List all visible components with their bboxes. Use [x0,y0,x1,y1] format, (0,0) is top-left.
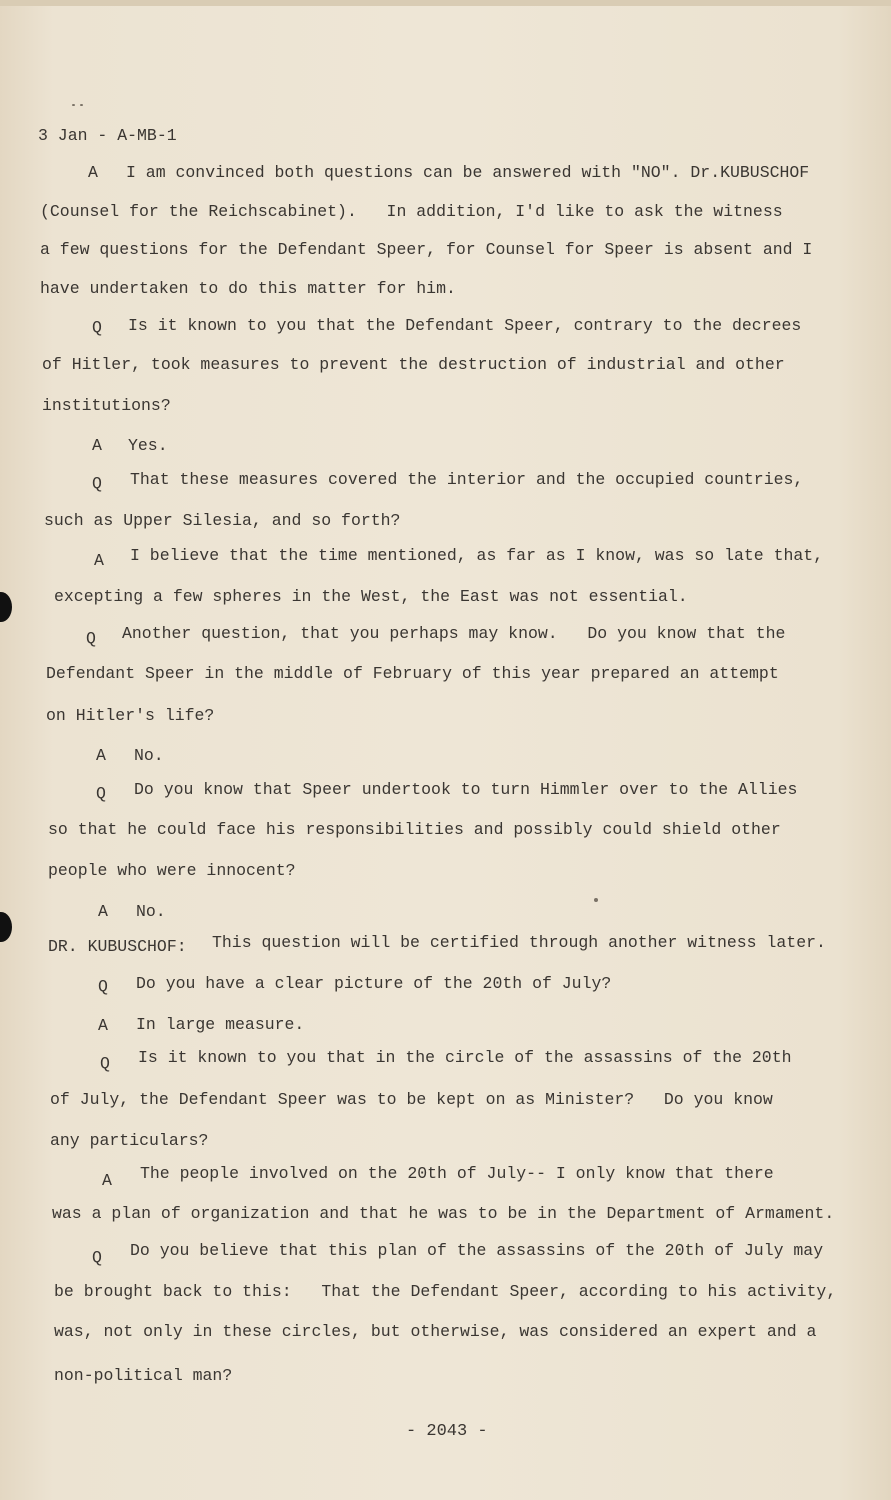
text-line: people who were innocent? [48,861,296,880]
text-line: be brought back to this: That the Defendant Speer, according to his activity, [54,1282,837,1301]
text-line: Yes. [128,436,168,455]
punch-hole [0,592,12,622]
text-line: was a plan of organization and that he was to be in the Department of Armament. [52,1204,835,1223]
speaker-label: DR. KUBUSCHOF: [48,937,187,956]
text-line: Do you have a clear picture of the 20th of July? [136,974,612,993]
text-line: of Hitler, took measures to prevent the destruction of industrial and other [42,355,785,374]
text-line: Is it known to you that the Defendant Speer, contrary to the decrees [128,316,802,335]
text-line: No. [134,746,164,765]
answer-marker: A [98,902,108,921]
text-line: Do you know that Speer undertook to turn Himmler over to the Allies [134,780,798,799]
answer-marker: A [96,746,106,765]
text-line: I believe that the time mentioned, as far as I know, was so late that, [130,546,824,565]
text-line: on Hitler's life? [46,706,215,725]
text-line: I am convinced both questions can be answered with "NO". Dr.KUBUSCHOF [126,163,810,182]
text-line: excepting a few spheres in the West, the East was not essential. [54,587,688,606]
answer-marker: A [98,1016,108,1035]
answer-marker: A [92,436,102,455]
question-marker: Q [96,784,106,803]
page-number: - 2043 - [406,1422,488,1441]
text-line: Another question, that you perhaps may know. Do you know that the [122,624,786,643]
text-line: Defendant Speer in the middle of February of this year prepared an attempt [46,664,779,683]
text-line: such as Upper Silesia, and so forth? [44,511,401,530]
question-marker: Q [92,1248,102,1267]
text-line: The people involved on the 20th of July-- I only know that there [140,1164,774,1183]
punch-hole [0,912,12,942]
answer-marker: A [102,1171,112,1190]
question-marker: Q [98,977,108,996]
text-line: of July, the Defendant Speer was to be kept on as Minister? Do you know [50,1090,773,1109]
text-line: any particulars? [50,1131,209,1150]
text-line: In large measure. [136,1015,305,1034]
text-line: No. [136,902,166,921]
text-line: Do you believe that this plan of the assassins of the 20th of July may [130,1241,824,1260]
text-line: was, not only in these circles, but otherwise, was considered an expert and a [54,1322,817,1341]
text-line: That these measures covered the interior and the occupied countries, [130,470,804,489]
ink-speck [594,898,598,902]
text-line: institutions? [42,396,171,415]
page-top-edge [0,0,891,6]
question-marker: Q [92,474,102,493]
ink-speck [80,104,83,106]
answer-marker: A [88,163,98,182]
text-line: non-political man? [54,1366,233,1385]
ink-speck [72,104,75,106]
question-marker: Q [92,318,102,337]
text-line: so that he could face his responsibilities and possibly could shield other [48,820,781,839]
text-line: have undertaken to do this matter for him. [40,279,456,298]
text-line: a few questions for the Defendant Speer, for Counsel for Speer is absent and I [40,240,813,259]
text-line: (Counsel for the Reichscabinet). In addition, I'd like to ask the witness [40,202,783,221]
answer-marker: A [94,551,104,570]
text-line: Is it known to you that in the circle of the assassins of the 20th [138,1048,792,1067]
question-marker: Q [100,1054,110,1073]
question-marker: Q [86,629,96,648]
text-line: This question will be certified through another witness later. [212,933,826,952]
document-header: 3 Jan - A-MB-1 [38,126,177,145]
